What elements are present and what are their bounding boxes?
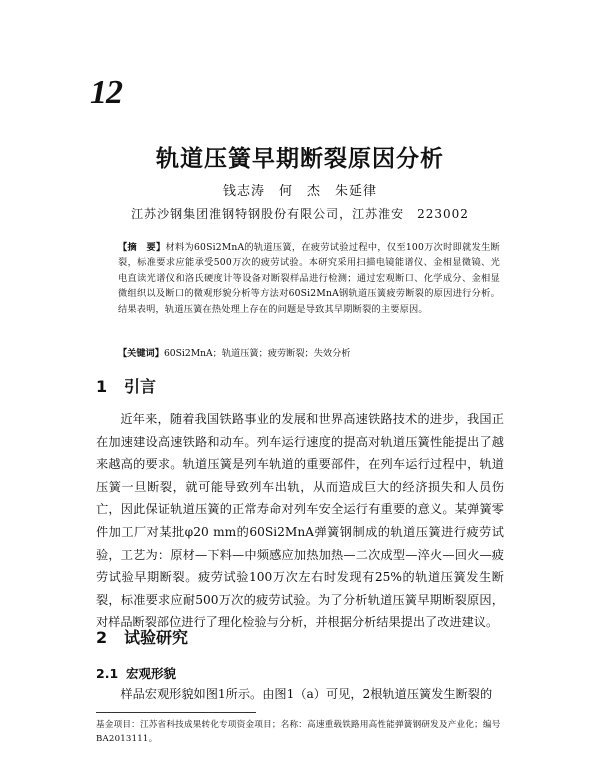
- section-2-1-title: 宏观形貌: [126, 666, 177, 681]
- paper-title: 轨道压簧早期断裂原因分析: [156, 146, 444, 172]
- section-1-title: 引言: [124, 377, 157, 396]
- section-2-1-number: 2.1: [96, 666, 119, 681]
- keywords: [118, 347, 500, 361]
- section-2-1-paragraph: 样品宏观形貌如图1所示。由图1（a）可见，2根轨道压簧发生断裂的: [120, 687, 493, 701]
- footnote: 基金项目：江苏省科技成果转化专项资金项目；名称：高速重载铁路用高性能弹簧钢研发及产业化；编号BA2013111。: [96, 720, 501, 744]
- section-1-paragraph: 近年来，随着我国铁路事业的发展和世界高速铁路技术的进步，我国正在加速建设高速铁路和动车。列车运行速度的提高对轨道压簧性能提出了越来越高的要求。轨道压簧是列车轨道的重要部件，在列车运行过程中，轨道压簧一旦断裂，就可能导致列车出轨，从而造成巨大的经济损失和人员伤亡，因此保证轨道压簧的正常寿命对列车安全运行有重要的意义。某弹簧零件加工厂对某批φ20 mm的60Si2MnA弹簧钢制成的轨道压簧进行疲劳试验，工艺为：原材—下料—中频感应加热加热—二次成型—淬火—回火—疲劳试验早期断裂。疲劳试验100万次左右时发现有25%的轨道压簧发生断裂，标准要求应耐500万次的疲劳试验。为了分析轨道压簧早期断裂原因，对样品断裂部位进行了理化检验与分析，并根据分析结果提出了改进建议。: [96, 412, 504, 630]
- section-2-title: 试验研究: [124, 628, 189, 647]
- footnote-rule: [96, 712, 256, 713]
- section-2-heading: [96, 625, 188, 648]
- abstract-text: 材料为60Si2MnA的轨道压簧，在疲劳试验过程中，仅至100万次时即就发生断裂，标准要求应能承受500万次的疲劳试验。本研究采用扫描电镜能谱仪、金相显微镜、光电直读光谱仪和洛氏硬度计等设备对断裂样品进行检测；通过宏观断口、化学成分、金相显微组织以及断口的微观形貌分析等方法对60Si2MnA钢轨道压簧疲劳断裂的原因进行分析。结果表明，轨道压簧在热处理上存在的问题是导致其早期断裂的主要原因。: [118, 242, 500, 315]
- keywords-text: 60Si2MnA；轨道压簧；疲劳断裂；失效分析: [163, 348, 351, 359]
- affiliation: 江苏沙钢集团淮钢特钢股份有限公司，江苏淮安 223002: [131, 207, 469, 221]
- section-2-1-heading: [96, 664, 176, 682]
- section-1-number: 1: [96, 377, 108, 396]
- abstract: [118, 240, 500, 317]
- section-2-number: 2: [96, 628, 108, 647]
- chapter-number: 12: [90, 74, 122, 111]
- authors: 钱志涛 何 杰 朱延律: [222, 184, 377, 199]
- section-1-heading: [96, 374, 156, 397]
- abstract-label: 【摘 要】: [118, 242, 166, 253]
- keywords-label: 【关键词】: [118, 348, 164, 359]
